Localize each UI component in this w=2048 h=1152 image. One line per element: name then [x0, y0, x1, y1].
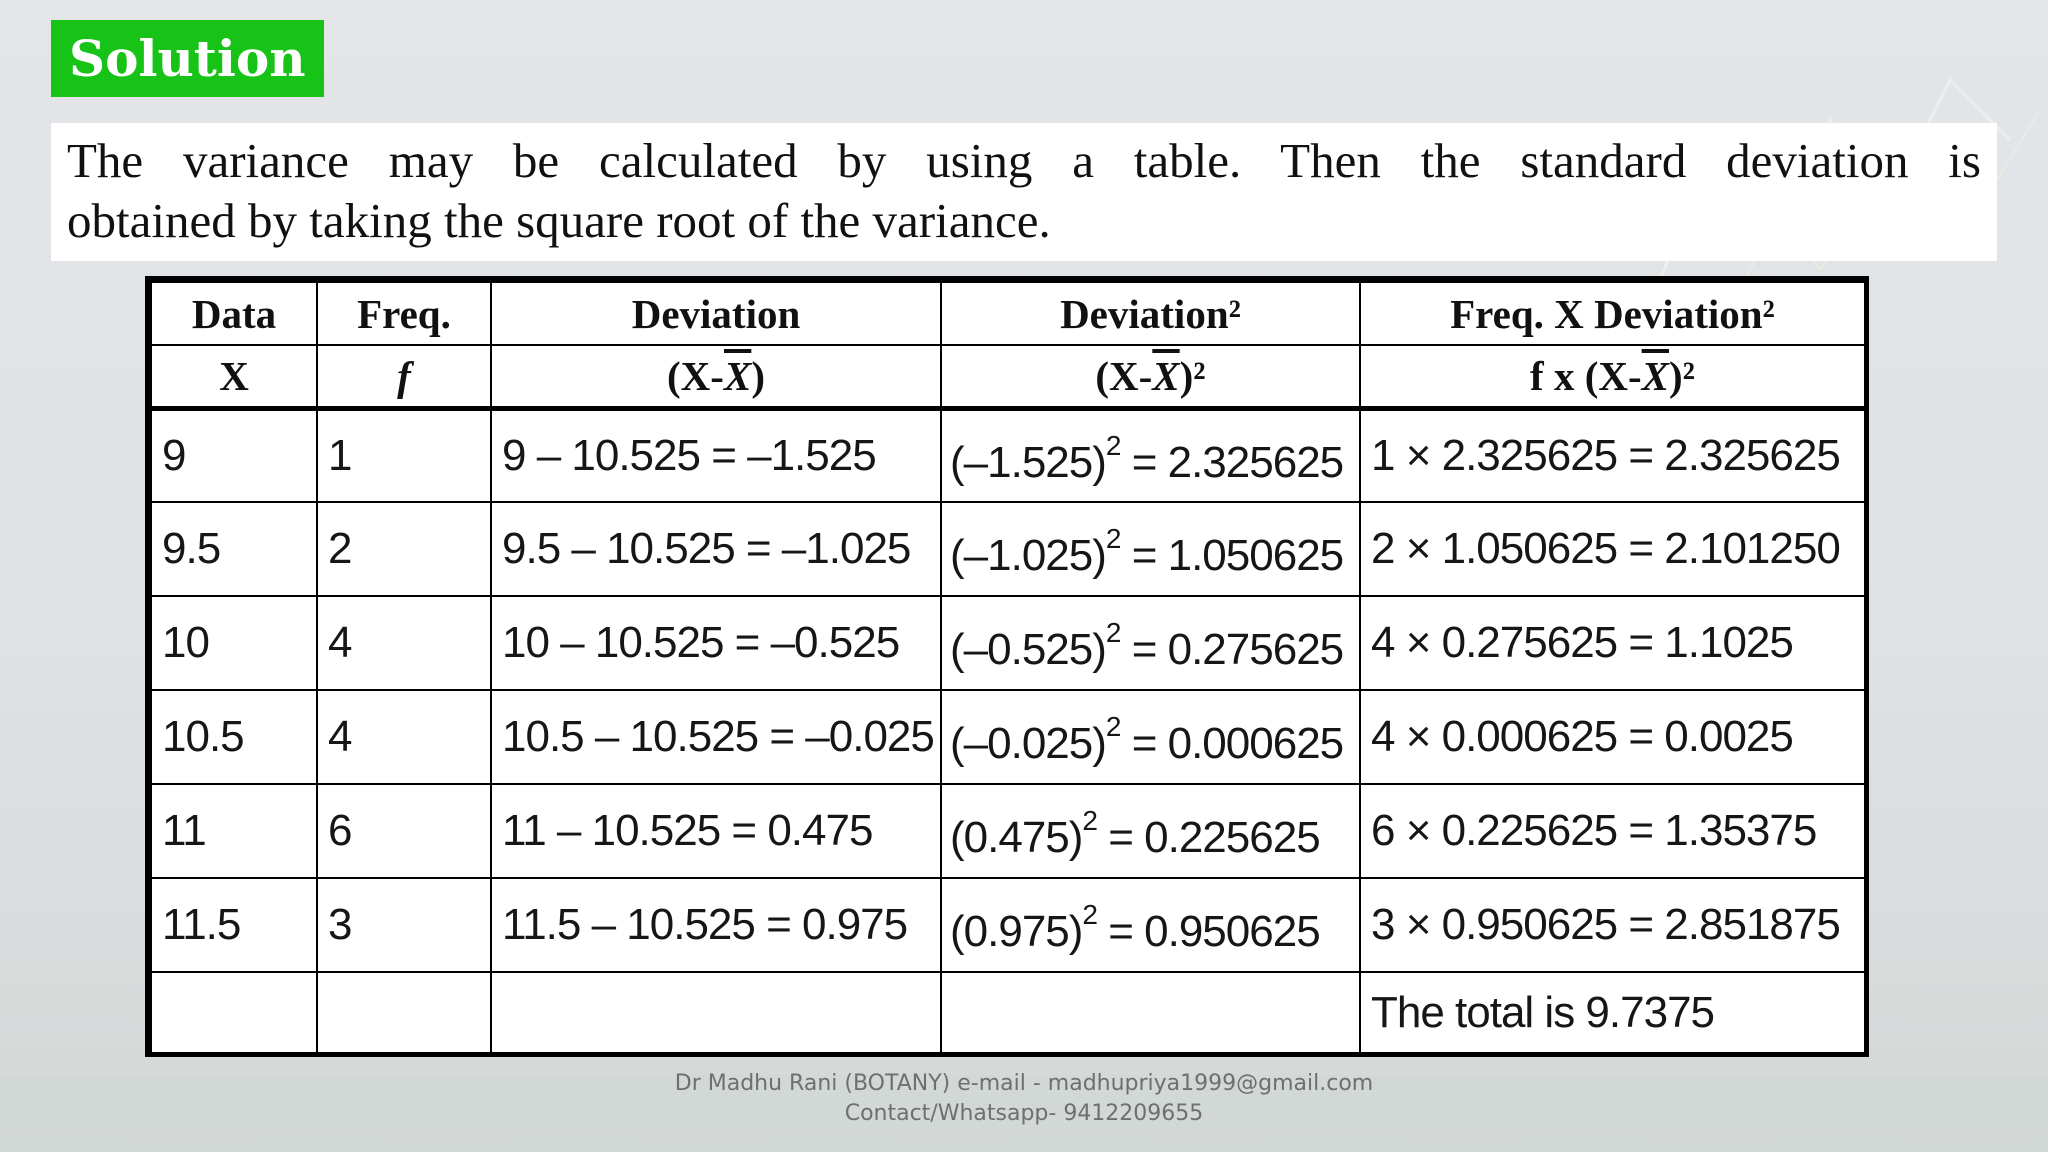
cell-f: 4 — [317, 690, 491, 784]
cell-deviation-squared: $(-1.525)^2 = 2.325625$ — [941, 408, 1360, 502]
cell-deviation: 9 – 10.525 = –1.525 — [491, 408, 941, 502]
cell-f: 4 — [317, 596, 491, 690]
footer-author: Dr Madhu Rani (BOTANY) e-mail - madhupriya1999@gmail.com — [674, 1071, 1374, 1096]
cell-x: 11 — [151, 784, 317, 878]
cell-product: 4 × 0.000625 = 0.0025 — [1360, 690, 1865, 784]
total-cell: The total is 9.7375 — [1360, 972, 1865, 1054]
cell-deviation: 9.5 – 10.525 = –1.025 — [491, 502, 941, 596]
cell-f: 1 — [317, 408, 491, 502]
empty-cell — [491, 972, 941, 1054]
cell-product: 2 × 1.050625 = 2.101250 — [1360, 502, 1865, 596]
table-total-row — [151, 972, 1865, 1054]
table-row — [151, 690, 1865, 784]
table-row — [151, 878, 1865, 972]
cell-x: 9 — [151, 408, 317, 502]
table-header-row-1 — [151, 282, 1865, 345]
cell-x: 11.5 — [151, 878, 317, 972]
table-row — [151, 596, 1865, 690]
empty-cell — [151, 972, 317, 1054]
table-row — [151, 408, 1865, 502]
cell-x: 10 — [151, 596, 317, 690]
header-product-formula: f x $(X-\overline{X})^2$ — [1360, 345, 1865, 408]
cell-product: 6 × 0.225625 = 1.35375 — [1360, 784, 1865, 878]
variance-table — [145, 276, 1869, 1057]
header-x-symbol: X — [151, 345, 317, 408]
table-row — [151, 502, 1865, 596]
cell-product: 4 × 0.275625 = 1.1025 — [1360, 596, 1865, 690]
empty-cell — [317, 972, 491, 1054]
cell-product: 3 × 0.950625 = 2.851875 — [1360, 878, 1865, 972]
cell-deviation: 11.5 – 10.525 = 0.975 — [491, 878, 941, 972]
empty-cell — [941, 972, 1360, 1054]
intro-line-1: The variance may be calculated by using a table. Then the standard deviation is — [67, 133, 1981, 188]
header-f-symbol: f — [317, 345, 491, 408]
cell-deviation: 10 – 10.525 = –0.525 — [491, 596, 941, 690]
header-squared-formula: $(X-\overline{X})^2$ — [941, 345, 1360, 408]
cell-deviation: 10.5 – 10.525 = –0.025 — [491, 690, 941, 784]
solution-badge: Solution — [51, 20, 324, 97]
cell-f: 6 — [317, 784, 491, 878]
cell-x: 10.5 — [151, 690, 317, 784]
header-freq-x-deviation-squared: Freq. X Deviation² — [1360, 282, 1865, 345]
intro-line-2: obtained by taking the square root of the variance. — [67, 193, 1051, 248]
header-deviation-formula: $(X-\overline{X})$ — [491, 345, 941, 408]
intro-text-box — [51, 123, 1997, 261]
header-deviation: Deviation — [491, 282, 941, 345]
cell-x: 9.5 — [151, 502, 317, 596]
cell-deviation-squared: $(0.975)^2 = 0.950625$ — [941, 878, 1360, 972]
table-header-row-2 — [151, 345, 1865, 408]
cell-deviation-squared: $(-1.025)^2 = 1.050625$ — [941, 502, 1360, 596]
cell-f: 2 — [317, 502, 491, 596]
footer-contact: Contact/Whatsapp- 9412209655 — [844, 1101, 1204, 1126]
cell-deviation-squared: $(-0.525)^2 = 0.275625$ — [941, 596, 1360, 690]
table-row — [151, 784, 1865, 878]
header-data: Data — [151, 282, 317, 345]
header-deviation-squared: Deviation² — [941, 282, 1360, 345]
cell-deviation-squared: $(-0.025)^2 = 0.000625$ — [941, 690, 1360, 784]
header-freq: Freq. — [317, 282, 491, 345]
cell-f: 3 — [317, 878, 491, 972]
cell-deviation: 11 – 10.525 = 0.475 — [491, 784, 941, 878]
cell-deviation-squared: $(0.475)^2 = 0.225625$ — [941, 784, 1360, 878]
cell-product: 1 × 2.325625 = 2.325625 — [1360, 408, 1865, 502]
